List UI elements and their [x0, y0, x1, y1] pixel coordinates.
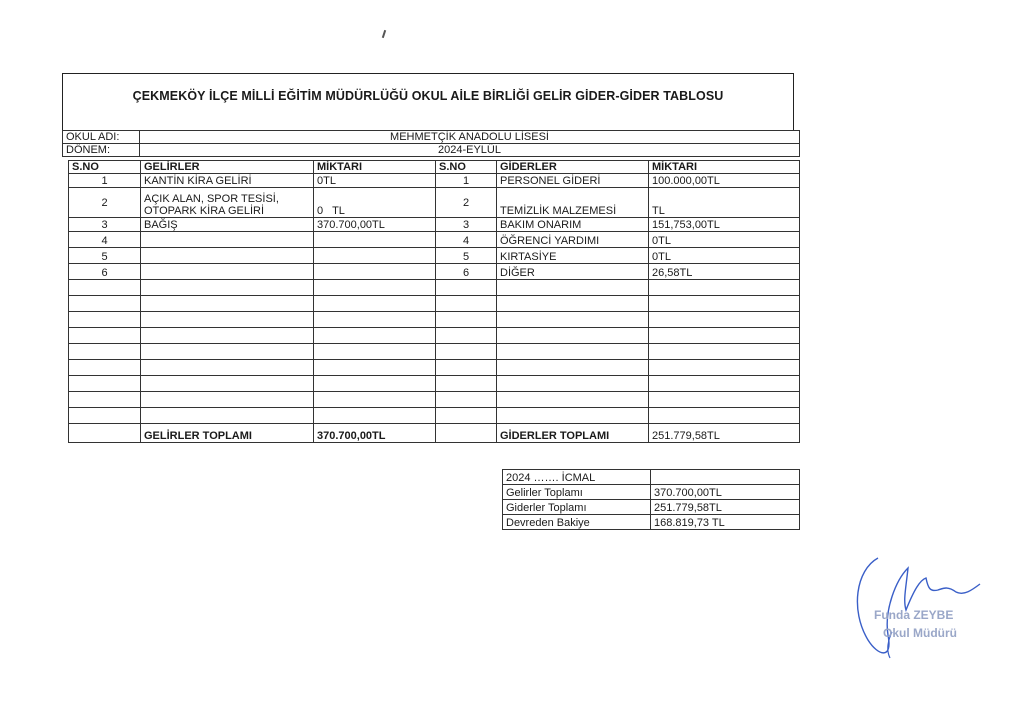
col-income: GELİRLER	[141, 161, 314, 174]
income-no: 5	[69, 248, 141, 264]
expense-amount: 26,58TL	[649, 264, 800, 280]
empty-row	[69, 296, 800, 312]
summary-title-row	[503, 470, 800, 485]
table-row	[69, 188, 800, 218]
period-label: DÖNEM:	[63, 144, 140, 157]
income-name	[141, 264, 314, 280]
expense-total-label: GİDERLER TOPLAMI	[497, 424, 649, 443]
expense-no: 3	[436, 218, 497, 232]
income-no: 6	[69, 264, 141, 280]
income-name: AÇIK ALAN, SPOR TESİSİ, OTOPARK KİRA GELİRİ	[141, 188, 314, 218]
totals-blank	[69, 424, 141, 443]
summary-label: Gelirler Toplamı	[503, 485, 651, 500]
col-expense-amount: MİKTARI	[649, 161, 800, 174]
expense-amount: TL	[649, 188, 800, 218]
table-row	[69, 264, 800, 280]
signature-name: Funda ZEYBE	[874, 608, 954, 622]
income-no: 2	[69, 188, 141, 218]
income-amount: 0 TL	[314, 188, 436, 218]
frame-top-line	[62, 73, 794, 74]
summary-value: 168.819,73 TL	[651, 515, 800, 530]
empty-row	[69, 344, 800, 360]
expense-amount: 100.000,00TL	[649, 174, 800, 188]
expense-name: ÖĞRENCİ YARDIMI	[497, 232, 649, 248]
signature-role: Okul Müdürü	[883, 626, 957, 640]
income-expense-table	[68, 160, 800, 443]
expense-name: BAKIM ONARIM	[497, 218, 649, 232]
school-label: OKUL ADI:	[63, 131, 140, 144]
empty-row	[69, 312, 800, 328]
school-name: MEHMETÇİK ANADOLU LİSESİ	[140, 131, 800, 144]
income-no: 1	[69, 174, 141, 188]
income-amount: 0TL	[314, 174, 436, 188]
table-row	[69, 174, 800, 188]
income-name: KANTİN KİRA GELİRİ	[141, 174, 314, 188]
expense-name: KIRTASİYE	[497, 248, 649, 264]
table-row	[69, 218, 800, 232]
summary-row	[503, 515, 800, 530]
expense-no: 6	[436, 264, 497, 280]
expense-no: 4	[436, 232, 497, 248]
empty-row	[69, 408, 800, 424]
empty-row	[69, 376, 800, 392]
income-expense-sheet	[62, 73, 794, 463]
empty-row	[69, 280, 800, 296]
expense-amount: 0TL	[649, 248, 800, 264]
totals-row	[69, 424, 800, 443]
expense-amount: 151,753,00TL	[649, 218, 800, 232]
income-name	[141, 232, 314, 248]
income-name	[141, 248, 314, 264]
expense-no: 1	[436, 174, 497, 188]
totals-blank-2	[436, 424, 497, 443]
school-info-table	[62, 130, 800, 157]
income-total-label: GELİRLER TOPLAMI	[141, 424, 314, 443]
income-no: 4	[69, 232, 141, 248]
header-row	[69, 161, 800, 174]
table-row	[69, 232, 800, 248]
expense-name: TEMİZLİK MALZEMESİ	[497, 188, 649, 218]
summary-row	[503, 485, 800, 500]
col-expense: GİDERLER	[497, 161, 649, 174]
summary-label: Devreden Bakiye	[503, 515, 651, 530]
summary-title: 2024 ……. İCMAL	[503, 470, 651, 485]
income-total-value: 370.700,00TL	[314, 424, 436, 443]
expense-name: PERSONEL GİDERİ	[497, 174, 649, 188]
empty-row	[69, 392, 800, 408]
summary-value: 251.779,58TL	[651, 500, 800, 515]
summary-title-blank	[651, 470, 800, 485]
income-no: 3	[69, 218, 141, 232]
expense-no: 5	[436, 248, 497, 264]
income-amount	[314, 248, 436, 264]
period-row	[63, 144, 800, 157]
empty-row	[69, 328, 800, 344]
summary-value: 370.700,00TL	[651, 485, 800, 500]
summary-label: Giderler Toplamı	[503, 500, 651, 515]
summary-row	[503, 500, 800, 515]
income-amount	[314, 232, 436, 248]
income-amount: 370.700,00TL	[314, 218, 436, 232]
document-title: ÇEKMEKÖY İLÇE MİLLİ EĞİTİM MÜDÜRLÜĞÜ OKUL AİLE BİRLİĞİ GELİR GİDER-GİDER TABLOSU	[132, 89, 724, 103]
income-amount	[314, 264, 436, 280]
empty-row	[69, 360, 800, 376]
expense-no: 2	[436, 188, 497, 218]
summary-table	[502, 469, 800, 530]
school-row	[63, 131, 800, 144]
col-sno: S.NO	[69, 161, 141, 174]
income-name: BAĞIŞ	[141, 218, 314, 232]
expense-amount: 0TL	[649, 232, 800, 248]
col-sno-2: S.NO	[436, 161, 497, 174]
col-income-amount: MİKTARI	[314, 161, 436, 174]
expense-total-value: 251.779,58TL	[649, 424, 800, 443]
expense-name: DİĞER	[497, 264, 649, 280]
table-row	[69, 248, 800, 264]
handwritten-signature	[848, 540, 998, 670]
stray-mark	[382, 30, 386, 38]
period-value: 2024-EYLÜL	[140, 144, 800, 157]
